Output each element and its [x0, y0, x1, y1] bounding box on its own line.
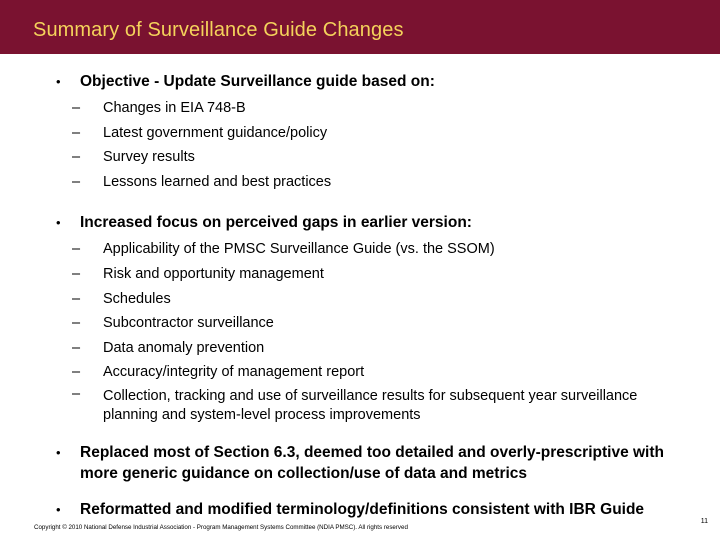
sub-item-text: Lessons learned and best practices	[103, 173, 332, 190]
sub-item-text: Risk and opportunity management	[103, 265, 324, 282]
sub-item	[0, 96, 720, 121]
dash-marker: –	[72, 364, 81, 381]
sub-item	[0, 360, 720, 385]
bullet-text: Increased focus on perceived gaps in earlier version:	[80, 214, 472, 232]
sub-item-text: Applicability of the PMSC Surveillance Guide (vs. the SSOM)	[103, 241, 495, 258]
sub-item-text: Data anomaly prevention	[103, 339, 265, 356]
sub-item-text: Accuracy/integrity of management report	[103, 364, 365, 381]
sub-item	[0, 287, 720, 312]
copyright-footer: Copyright © 2010 National Defense Industrial Association - Program Management Systems Committee (NDIA PMSC). All rights reserved	[34, 524, 408, 531]
dash-marker: –	[72, 315, 81, 332]
slide-content	[0, 68, 720, 520]
sub-item	[0, 311, 720, 336]
dash-marker: –	[72, 385, 81, 402]
bullet-section-6-3	[0, 442, 720, 484]
sub-item	[0, 336, 720, 361]
sub-item-text: Schedules	[103, 290, 171, 307]
sublist-objective	[0, 96, 720, 194]
bullet-objective	[0, 72, 720, 92]
sub-item-text: Subcontractor surveillance	[103, 315, 274, 332]
sub-item	[0, 385, 720, 426]
slide-title: Summary of Surveillance Guide Changes	[33, 19, 404, 41]
sub-item-text: Collection, tracking and use of surveillance results for subsequent year surveillance planning and system-level process improvements	[103, 387, 638, 424]
dash-marker: –	[72, 124, 81, 141]
dash-marker: –	[72, 100, 81, 116]
dash-marker: –	[72, 241, 81, 258]
bullet-text: Reformatted and modified terminology/definitions consistent with IBR Guide	[80, 500, 645, 518]
dash-marker: –	[72, 290, 81, 307]
bullet-reformatted	[0, 500, 720, 520]
sub-item-text: Latest government guidance/policy	[103, 124, 328, 141]
bullet-dot: •	[56, 501, 61, 517]
sub-item-text: Changes in EIA 748-B	[103, 100, 246, 116]
bullet-text: Objective - Update Surveillance guide based on:	[80, 73, 435, 90]
bullet-dot: •	[56, 215, 61, 231]
sub-item-text: Survey results	[103, 149, 195, 166]
dash-marker: –	[72, 173, 81, 190]
sub-item	[0, 237, 720, 262]
page-number: 11	[700, 518, 708, 525]
sub-item	[0, 121, 720, 146]
dash-marker: –	[72, 265, 81, 282]
dash-marker: –	[72, 149, 81, 166]
sub-item	[0, 145, 720, 170]
bullet-text: Replaced most of Section 6.3, deemed too detailed and overly-prescriptive with more generic guidance on collection/use of data and metrics	[80, 443, 664, 482]
bullet-focus	[0, 213, 720, 233]
sub-item	[0, 170, 720, 195]
dash-marker: –	[72, 339, 81, 356]
sub-item	[0, 262, 720, 287]
bullet-dot: •	[56, 444, 61, 460]
title-bar	[0, 0, 720, 54]
sublist-focus	[0, 237, 720, 426]
bullet-dot: •	[56, 74, 61, 89]
